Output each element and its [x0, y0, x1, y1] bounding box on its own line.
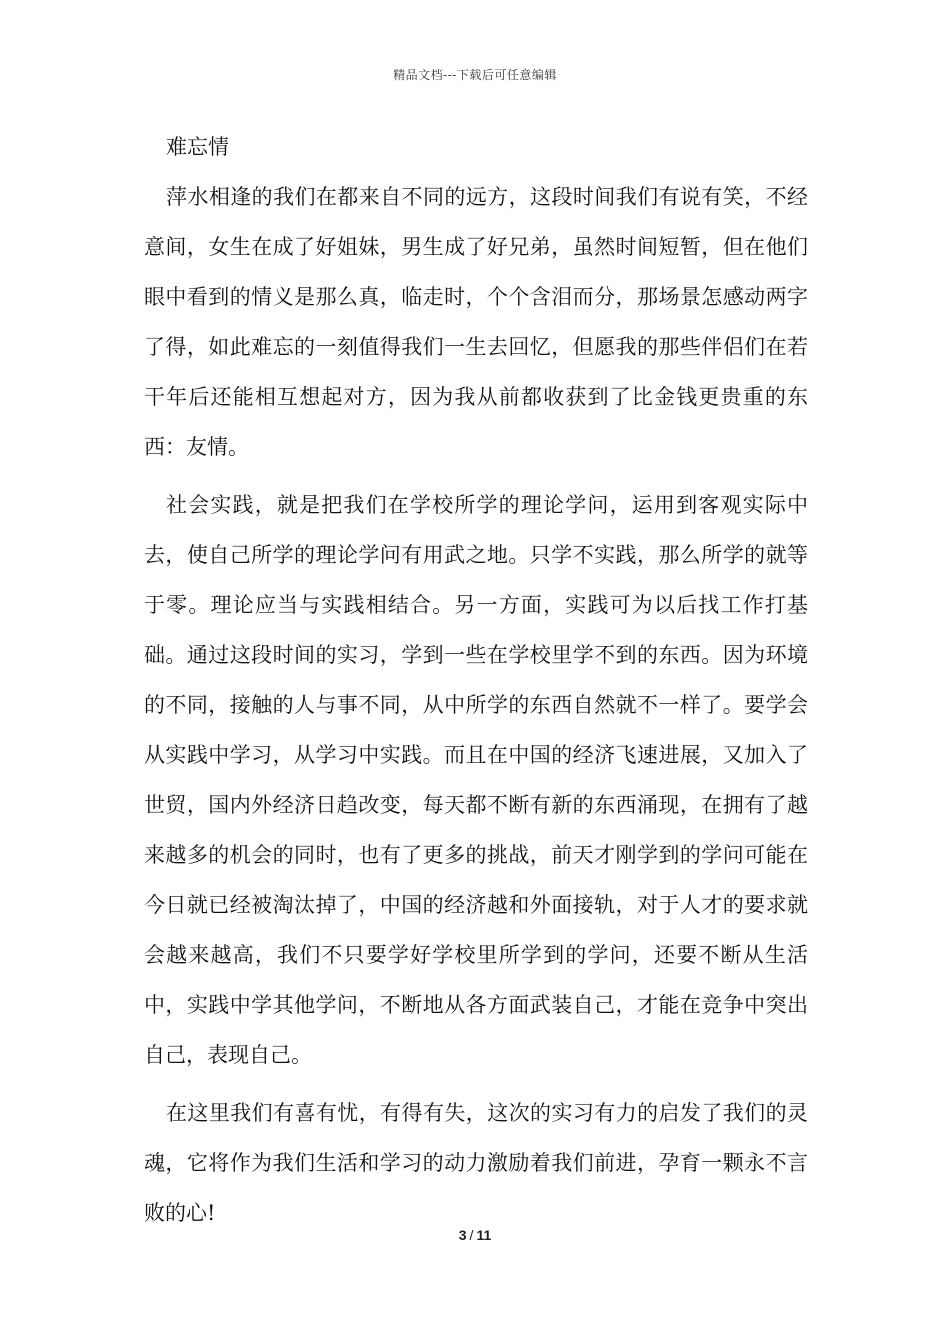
paragraph-conclusion: 在这里我们有喜有忧，有得有失，这次的实习有力的启发了我们的灵魂，它将作为我们生活和学习的动力激励着我们前进，孕育一颗永不言败的心! — [144, 1101, 808, 1225]
page-number — [0, 1227, 950, 1243]
page-header: 精品文档---下载后可任意编辑 — [393, 68, 557, 82]
total-pages: 11 — [476, 1227, 492, 1243]
document-title: 难忘情 — [166, 135, 229, 159]
page-separator: / — [469, 1227, 474, 1243]
current-page: 3 — [458, 1227, 467, 1243]
document-body — [144, 128, 808, 1246]
paragraph-friendship: 萍水相逢的我们在都来自不同的远方，这段时间我们有说有笑，不经意间，女生在成了好姐妹，男生成了好兄弟，虽然时间短暂，但在他们眼中看到的情义是那么真，临走时，个个含泪而分，那场景怎感动两字了得，如此难忘的一刻值得我们一生去回忆，但愿我的那些伴侣们在若干年后还能相互想起对方，因为我从前都收获到了比金钱更贵重的东西：友情。 — [144, 185, 808, 459]
paragraph-social-practice: 社会实践，就是把我们在学校所学的理论学问，运用到客观实际中去，使自己所学的理论学问有用武之地。只学不实践，那么所学的就等于零。理论应当与实践相结合。另一方面，实践可为以后找工作打基础。通过这段时间的实习，学到一些在学校里学不到的东西。因为环境的不同，接触的人与事不同，从中所学的东西自然就不一样了。要学会从实践中学习，从学习中实践。而且在中国的经济飞速进展，又加入了世贸，国内外经济日趋改变，每天都不断有新的东西涌现，在拥有了越来越多的机会的同时，也有了更多的挑战，前天才刚学到的学问可能在今日就已经被淘汰掉了，中国的经济越和外面接轨，对于人才的要求就会越来越高，我们不只要学好学校里所学到的学问，还要不断从生活中，实践中学其他学问，不断地从各方面武装自己，才能在竞争中突出自己，表现自己。 — [144, 493, 808, 1067]
